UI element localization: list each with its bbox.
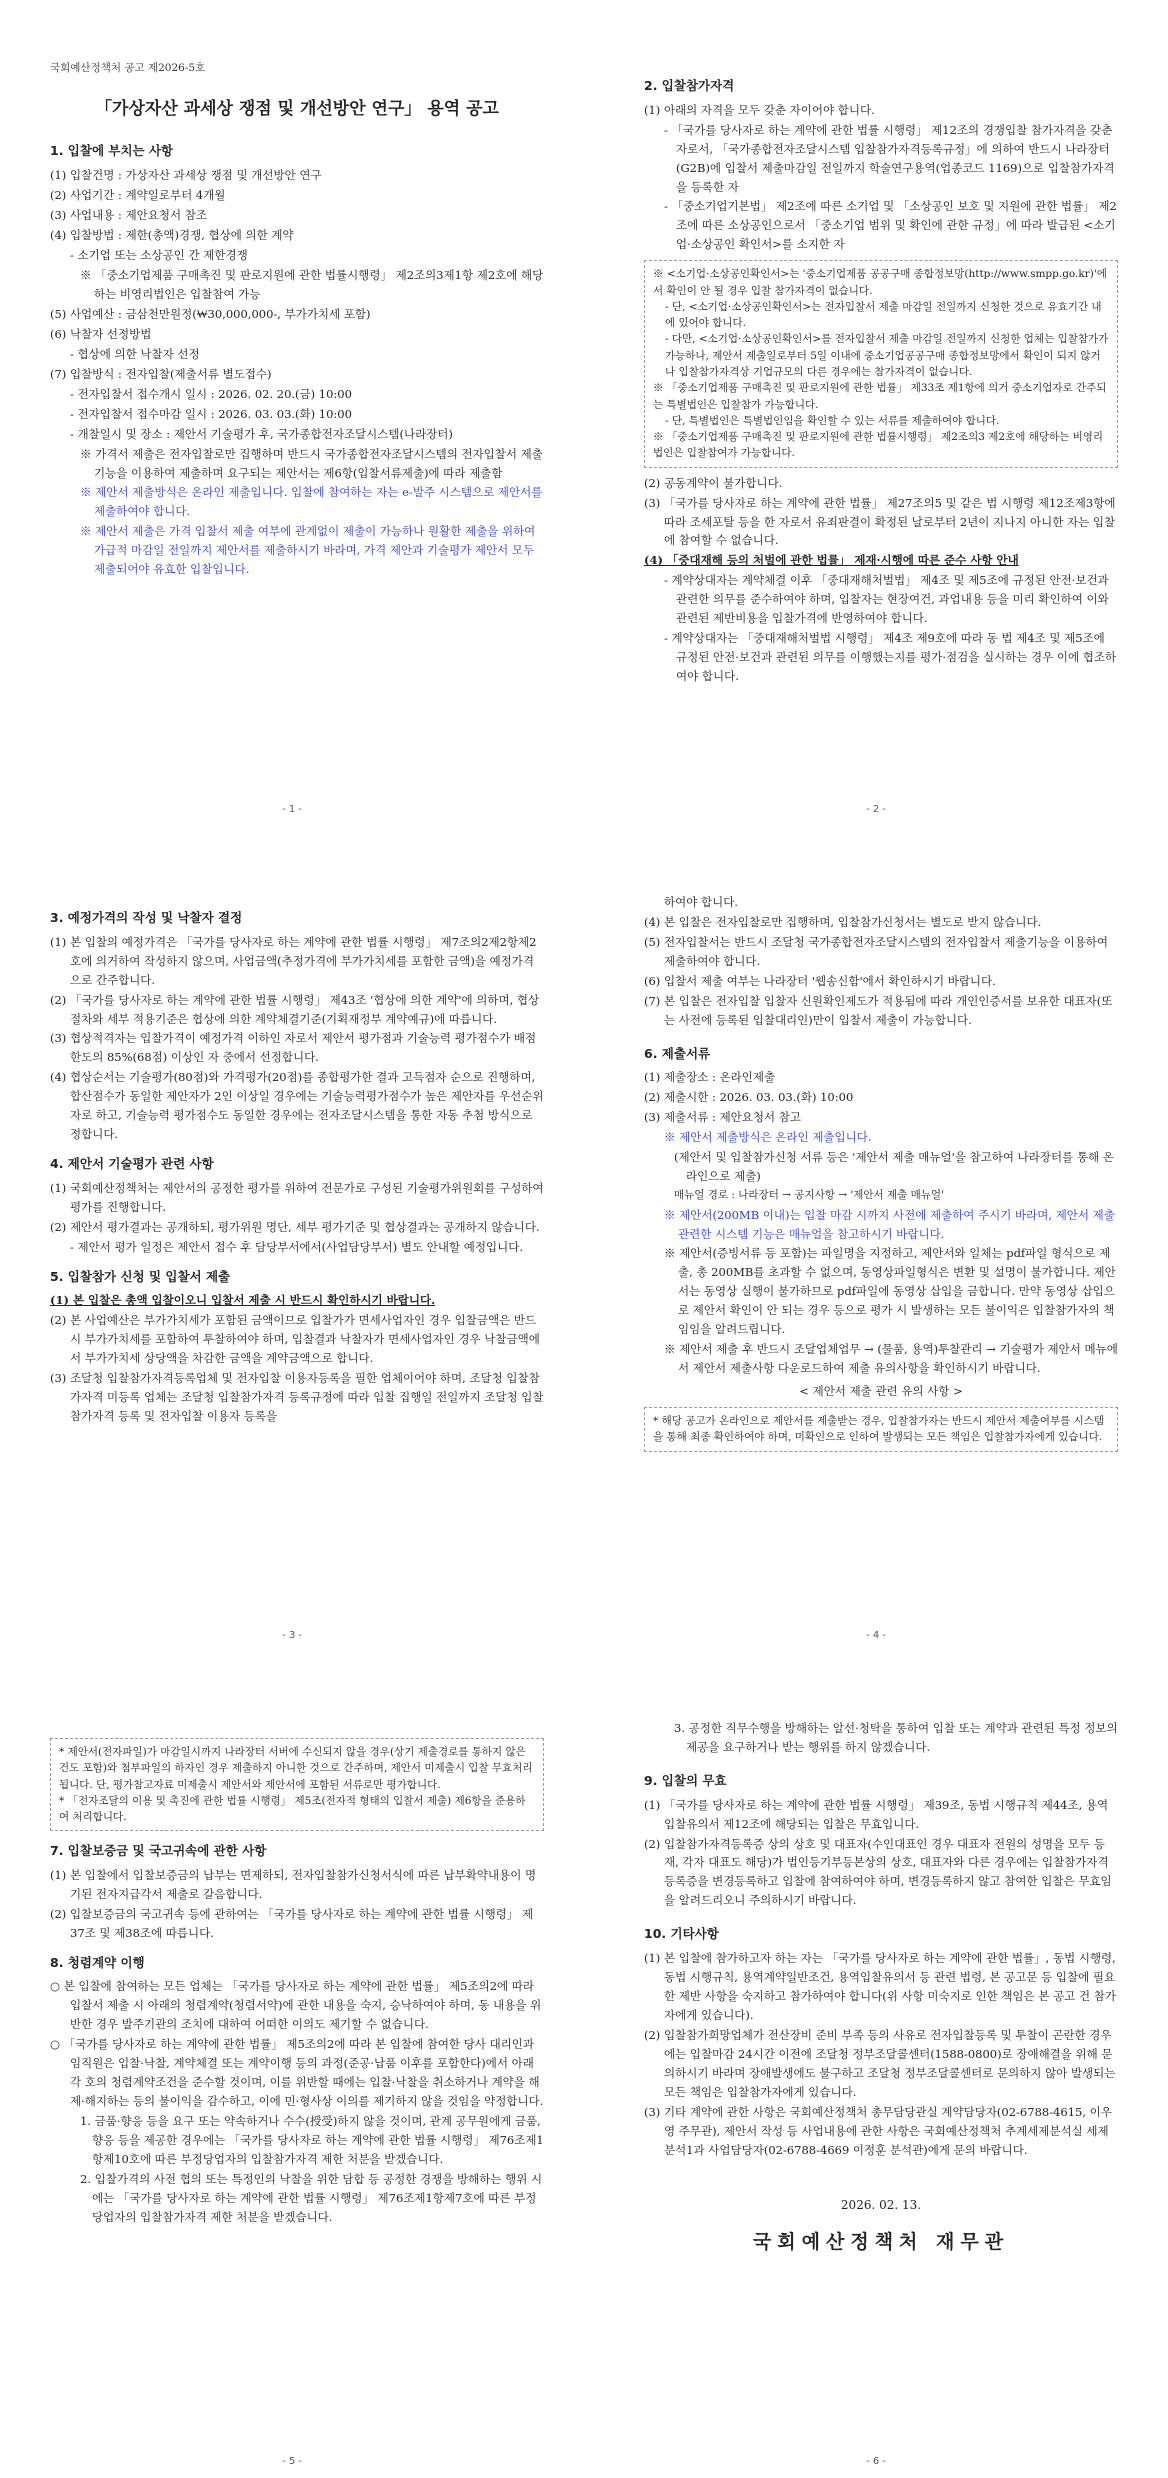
- box-line: ※ <소기업·소상공인확인서>는 '중소기업제품 공공구매 종합정보망(http://www.smpp.go.kr)'에서 확인이 안 될 경우 입찰 참가자격이 없습니다.: [653, 268, 1107, 297]
- list-item: ○ 「국가를 당사자로 하는 계약에 관한 법률」 제5조의2에 따라 본 입찰에 참여한 당사 대리인과 임직원은 입찰·낙찰, 계약체결 또는 계약이행 등의 과정(준공·납품 이후를 포함한다)에서 아래 각 호의 청렴계약조건을 준수할 것이며, 이를 위반할 때에는 입찰·낙찰을 취소하거나 계약을 해제·해지하는 등의 불이익을 감수하고, 이에 민·형사상 이의를 제기하지 않을 것임을 약정합니다.: [50, 2037, 544, 2109]
- list-item: - 전자입찰서 접수마감 일시 : 2026. 03. 03.(화) 10:00: [70, 406, 352, 421]
- list-item: (3) 제출서류 : 제안요청서 참고: [644, 1110, 801, 1125]
- page-4: [584, 826, 1168, 1652]
- list-item: (3) 사업내용 : 제안요청서 참조: [50, 207, 207, 222]
- list-item: 2. 입찰가격의 사전 협의 또는 특정인의 낙찰을 위한 담합 등 공정한 경쟁을 방해하는 행위 시에는 「국가를 당사자로 하는 계약에 관한 법률 시행령」 제76조제1항제7호에 따른 부정당업자의 입찰참가자격 제한 처분을 받겠습니다.: [80, 2172, 543, 2225]
- list-item: (2) 입찰참가희망업체가 전산장비 준비 부족 등의 사유로 전자입찰등록 및 투찰이 곤란한 경우에는 입찰마감 24시간 이전에 조달청 정부조달콜센터(1588-0800)로 장애해결을 위해 문의하시기 바라며 장애발생에도 불구하고 조달청 정부조달콜센터로 문의하지 않아 발생되는 모든 책임은 입찰참가자에게 있습니다.: [644, 2027, 1116, 2099]
- page-1: [0, 0, 584, 826]
- notice-box: [644, 260, 1118, 467]
- page-number: - 3 -: [282, 1629, 302, 1641]
- section-8-heading: 8. 청렴계약 이행: [50, 1954, 145, 1970]
- section-2-heading: 2. 입찰참가자격: [644, 78, 735, 93]
- list-item: - 계약상대자는 계약체결 이후 「중대재해처벌법」 제4조 및 제5조에 규정된 안전·보건과 관련한 의무를 준수하여야 하며, 입찰자는 현장여건, 과업내용 등을 미리 확인하여 이와 관련된 제반비용을 입찰가격에 반영하여야 합니다.: [664, 573, 1109, 626]
- section-6-heading: 6. 제출서류: [644, 1045, 711, 1061]
- page-3: [0, 826, 584, 1652]
- list-item: (2) 「국가를 당사자로 하는 계약에 관한 법률 시행령」 제43조 '협상에 의한 계약'에 의하며, 협상절차와 세부 적용기준은 협상에 의한 계약체결기준(기획재정부 계약예규)에 따릅니다.: [50, 992, 540, 1026]
- notice-box: [50, 1738, 544, 1831]
- list-item: - 소기업 또는 소상공인 간 제한경쟁: [70, 247, 248, 262]
- list-item: - 개찰일시 및 장소 : 제안서 기술평가 후, 국가종합전자조달시스템(나라장터): [70, 426, 453, 441]
- list-item: - 「국가를 당사자로 하는 계약에 관한 법률 시행령」 제12조의 경쟁입찰 참가자격을 갖춘 자로서, 「국가종합전자조달시스템 입찰참가자격등록규정」에 의하여 반드시 나라장터(G2B)에 입찰서 제출마감일 전일까지 학술연구용역(업종코드 1169)으로 입찰참가자격을 등록한 자: [664, 122, 1115, 194]
- list-item: (2) 입찰참가자격등록증 상의 상호 및 대표자(수인대표인 경우 대표자 전원의 성명을 모두 등재, 각자 대표도 해당)가 법인등기부등본상의 상호, 대표자와 다른 경우에는 입찰참가자격등록증을 변경등록하고 입찰에 참여하여야 하며, 변경등록하지 않고 참여한 입찰은 무효임을 알려드리오니 주의하시기 바랍니다.: [644, 1836, 1112, 1908]
- list-item: - 전자입찰서 접수개시 일시 : 2026. 02. 20.(금) 10:00: [70, 386, 352, 401]
- list-item: (1) 입찰건명 : 가상자산 과세상 쟁점 및 개선방안 연구: [50, 167, 322, 182]
- box-line: * 제안서(전자파일)가 마감일시까지 나라장터 서버에 수신되지 않을 경우(상기 제출경로를 통하지 않은 건도 포함)와 첨부파일의 하자인 경우 제출하지 아니한 것으로 간주하며, 제안서 미제출시 입찰 무효처리 됩니다. 단, 평가참고자료 미제출시 제안서와 제안서에 포함된 서류로만 평가합니다.: [59, 1746, 533, 1791]
- page-number: - 1 -: [282, 803, 302, 815]
- list-item: (4) 입찰방법 : 제한(총액)경쟁, 협상에 의한 계약: [50, 227, 294, 242]
- box-line: ※ 「중소기업제품 구매촉진 및 판로지원에 관한 법률시행령」 제2조의3 제2호에 해당하는 비영리법인은 입찰참여가 가능합니다.: [653, 431, 1104, 460]
- list-item: (5) 사업예산 : 금삼천만원정(₩30,000,000-, 부가가치세 포함): [50, 306, 371, 321]
- note: 매뉴얼 경로 : 나라장터 → 공지사항 → '제안서 제출 매뉴얼': [674, 1189, 944, 1202]
- note: ※ 제안서(증빙서류 등 포함)는 파일명을 지정하고, 제안서와 일체는 pdf파일 형식으로 제출, 총 200MB를 초과할 수 없으며, 동영상파일형식은 변환 및 설명이 불가합니다. 제안서는 동영상 실행이 불가하므로 pdf파일에 동영상 삽입을 금합니다. 만약 동영상 삽입으로 제안서 확인이 안 되는 경우 등으로 평가 시 발생하는 모든 불이익은 입찰참가자의 책임임을 알려드립니다.: [664, 1246, 1116, 1337]
- list-item: (1) 본 입찰의 예정가격은 「국가를 당사자로 하는 계약에 관한 법률 시행령」 제7조의2제2항제2호에 의거하여 작성하지 않으며, 사업금액(추정가격에 부가가치세를 포함한 금액)을 예정가격으로 간주합니다.: [50, 934, 537, 987]
- page-5: [0, 1652, 584, 2478]
- section-4-heading: 4. 제안서 기술평가 관련 사항: [50, 1156, 214, 1172]
- list-item: (1) 본 입찰에 참가하고자 하는 자는 「국가를 당사자로 하는 계약에 관한 법률」, 동법 시행령, 동법 시행규칙, 용역계약일반조건, 용역입찰유의서 등 관련 법령, 본 공고문 등 입찰에 필요한 제반 사항을 숙지하고 참가하여야 합니다(위 사항 미숙지로 인한 책임은 본 공고 건 참가자에게 있습니다).: [644, 1951, 1116, 2022]
- list-item: 1. 금품·향응 등을 요구 또는 약속하거나 수수(授受)하지 않을 것이며, 관계 공무원에게 금품, 향응 등을 제공한 경우에는 「국가를 당사자로 하는 계약에 관한 법률 시행령」 제76조제1항제10호에 따른 부정당업자의 입찰참가자격 제한 처분을 받겠습니다.: [80, 2114, 544, 2167]
- list-item: (3) 「국가를 당사자로 하는 계약에 관한 법률」 제27조의5 및 같은 법 시행령 제12조제3항에 따라 조세포탈 등을 한 자로서 유죄판결이 확정된 날로부터 2년이 지나지 아니한 자는 입찰에 참여할 수 없습니다.: [644, 495, 1116, 548]
- page-number: - 5 -: [282, 2455, 302, 2467]
- list-item: (7) 본 입찰은 전자입찰 입찰자 신원확인제도가 적용됨에 따라 개인인증서를 보유한 대표자(또는 사전에 등록된 입찰대리인)만이 입찰서 제출이 가능합니다.: [644, 993, 1113, 1027]
- list-item: (5) 전자입찰서는 반드시 조달청 국가종합전자조달시스템의 전자입찰서 제출기능을 이용하여 제출하여야 합니다.: [644, 934, 1109, 968]
- page-6: [584, 1652, 1168, 2478]
- list-item: (6) 입찰서 제출 여부는 나라장터 '웹송신함'에서 확인하시기 바랍니다.: [644, 973, 996, 988]
- section-9-heading: 9. 입찰의 무효: [644, 1772, 727, 1788]
- section-7-heading: 7. 입찰보증금 및 국고귀속에 관한 사항: [50, 1843, 267, 1859]
- note: ※ 제안서 제출방식은 온라인 제출입니다. 입찰에 참여하는 자는 e-발주 시스템으로 제안서를 제출하여야 합니다.: [80, 485, 543, 519]
- note: ※ 가격서 제출은 전자입찰로만 집행하며 반드시 국가종합전자조달시스템의 전자입찰서 제출 기능을 이용하여 제출하며 요구되는 제안서는 제6항(입찰서류제출)에 따라 제출함: [80, 446, 543, 480]
- list-item: (4) 「중대재해 등의 처벌에 관한 법률」 제재·시행에 따른 준수 사항 안내: [644, 553, 1019, 568]
- list-item: (2) 공동계약이 불가합니다.: [644, 475, 783, 490]
- list-item: ○ 본 입찰에 참여하는 모든 업체는 「국가를 당사자로 하는 계약에 관한 법률」 제5조의2에 따라 입찰서 제출 시 아래의 청렴계약(청렴서약)에 관한 내용을 숙지, 승낙하여야 하며, 동 내용을 위반한 경우 발주기관의 조치에 대하여 어떠한 이의도 제기할 수 없습니다.: [50, 1979, 542, 2032]
- note: ※ 제안서 제출 후 반드시 조달업체업무 → (물품, 용역)투찰관리 → 기술평가 제안서 메뉴에서 제안서 제출사항 다운로드하여 제출 유의사항을 확인하시기 바랍니다.: [664, 1342, 1118, 1376]
- box-caption: < 제안서 제출 관련 유의 사항 >: [799, 1384, 963, 1399]
- list-item: (1) 제출장소 : 온라인제출: [644, 1070, 776, 1085]
- list-item: (3) 협상적격자는 입찰가격이 예정가격 이하인 자로서 제안서 평가점과 기술능력 평가점수가 배점한도의 85%(68점) 이상인 자 중에서 선정합니다.: [50, 1031, 537, 1065]
- section-5-heading: 5. 입찰참가 신청 및 입찰서 제출: [50, 1268, 231, 1284]
- list-item: - 제안서 평가 일정은 제안서 접수 후 담당부서에서(사업담당부서) 별도 안내할 예정입니다.: [70, 1239, 523, 1254]
- section-3-heading: 3. 예정가격의 작성 및 낙찰자 결정: [50, 910, 243, 925]
- notice-number: 국회예산정책처 공고 제2026-5호: [50, 62, 206, 74]
- page-number: - 2 -: [866, 803, 886, 815]
- box-line: - 단, <소기업·소상공인확인서>는 전자입찰서 제출 마감일 전일까지 신청한 것으로 유효기간 내에 있어야 합니다.: [665, 300, 1102, 330]
- list-item: (7) 입찰방식 : 전자입찰(제출서류 별도접수): [50, 366, 272, 381]
- list-item: (1) 본 입찰은 총액 입찰이오니 입찰서 제출 시 반드시 확인하시기 바랍니다.: [50, 1293, 436, 1308]
- list-item: - 「중소기업기본법」 제2조에 따른 소기업 및 「소상공인 보호 및 지원에 관한 법률」 제2조에 따른 소상공인으로서 「중소기업 범위 및 확인에 관한 규정」에 따라 발급된 <소기업·소상공인 확인서>를 소지한 자: [664, 199, 1117, 252]
- page-title: 「가상자산 과세상 쟁점 및 개선방안 연구」 용역 공고: [95, 99, 499, 120]
- box-line: - 다만, <소기업·소상공인확인서>를 전자입찰서 제출 마감일 전일까지 신청한 업체는 입찰참가가 가능하나, 제안서 제출일로부터 5일 이내에 중소기업공공구매 종합정보망에서 확인이 되지 않거나 입찰참가자격상 기업규모의 다른 경우에는 참가자격이 없습니다.: [665, 333, 1109, 378]
- note: ※ 「중소기업제품 구매촉진 및 판로지원에 관한 법률시행령」 제2조의3제1항 제2호에 해당하는 비영리법인은 입찰참여 가능: [80, 267, 544, 301]
- list-item: (1) 아래의 자격을 모두 갖춘 자이어야 합니다.: [644, 102, 875, 117]
- list-item: (2) 제안서 평가결과는 공개하되, 평가위원 명단, 세부 평가기준 및 협상결과는 공개하지 않습니다.: [50, 1219, 540, 1234]
- box-line: - 단, 특별법인은 특별법인임을 확인할 수 있는 서류를 제출하여야 합니다.: [665, 414, 1000, 427]
- list-item: - 계약상대자는 「중대재해처벌법 시행령」 제4조 제9호에 따라 동 법 제4조 및 제5조에 규정된 안전·보건과 관련된 의무를 이행했는지를 평가·점검을 실시하는 경우 이에 협조하여야 합니다.: [664, 631, 1117, 684]
- list-item: (2) 본 사업예산은 부가가치세가 포함된 금액이므로 입찰가가 면세사업자인 경우 입찰금액은 반드시 부가가치세를 포함하여 투찰하여야 하며, 입찰결과 낙찰자가 면세사업자인 경우 낙찰금액에서 부가가치세 상당액을 차감한 금액을 계약금액으로 합니다.: [50, 1313, 540, 1366]
- list-item: 하여야 합니다.: [664, 895, 738, 909]
- box-line: * 「전자조달의 이용 및 촉진에 관한 법률 시행령」 제5조(전자적 형태의 입찰서 제출) 제6항을 준용하여 처리합니다.: [59, 1794, 526, 1824]
- list-item: (2) 입찰보증금의 국고귀속 등에 관하여는 「국가를 당사자로 하는 계약에 관한 법률 시행령」 제37조 및 제38조에 따릅니다.: [50, 1906, 534, 1940]
- notice-box: * 해당 공고가 온라인으로 제안서를 제출받는 경우, 입찰참가자는 반드시 제안서 제출여부를 시스템을 통해 최종 확인하여야 하며, 미확인으로 인하여 발생되는 모든 책임은 입찰참가자에게 있습니다.: [644, 1407, 1118, 1452]
- page-2: [584, 0, 1168, 826]
- announcement-date: 2026. 02. 13.: [840, 2197, 922, 2212]
- section-10-heading: 10. 기타사항: [644, 1926, 719, 1942]
- list-item: (3) 기타 계약에 관한 사항은 국회예산정책처 총무담당관실 계약담당자(02-6788-4615, 이우영 주무관), 제안서 작성 등 사업내용에 관한 사항은 국회예산정책처 추계세제분석실 세제분석1과 사업담당자(02-6788-4669 이정훈 분석관)에게 문의 바랍니다.: [644, 2104, 1112, 2157]
- list-item: (2) 제출시한 : 2026. 03. 03.(화) 10:00: [644, 1090, 854, 1105]
- page-number: - 4 -: [866, 1629, 886, 1641]
- page-number: - 6 -: [866, 2455, 886, 2467]
- list-item: (1) 본 입찰에서 입찰보증금의 납부는 면제하되, 전자입찰참가신청서식에 따른 납부확약내용이 명기된 전자지급각서 제출로 갈음합니다.: [50, 1867, 537, 1901]
- note: ※ 제안서 제출은 가격 입찰서 제출 여부에 관계없이 제출이 가능하나 원활한 제출을 위하여 가급적 마감일 전일까지 제안서를 제출하시기 바라며, 가격 제안과 기술평가 제안서 모두 제출되어야 유효한 입찰입니다.: [80, 524, 536, 577]
- list-item: (6) 낙찰자 선정방법: [50, 326, 152, 341]
- box-line: ※ 「중소기업제품 구매촉진 및 판로지원에 관한 법률」 제33조 제1항에 의거 중소기업자로 간주되는 특별법인은 입찰참가 가능합니다.: [653, 382, 1107, 411]
- list-item: (1) 「국가를 당사자로 하는 계약에 관한 법률 시행령」 제39조, 동법 시행규칙 제44조, 용역입찰유의서 제12조에 해당되는 입찰은 무효입니다.: [644, 1797, 1109, 1831]
- list-item: (4) 본 입찰은 전자입찰로만 집행하며, 입찰참가신청서는 별도로 받지 않습니다.: [644, 914, 1042, 929]
- list-item: 3. 공정한 직무수행을 방해하는 알선·청탁을 통하여 입찰 또는 계약과 관련된 특정 정보의 제공을 요구하거나 받는 행위를 하지 않겠습니다.: [674, 1721, 1118, 1754]
- issuer-signature: 국회예산정책처 재무관: [752, 2231, 1010, 2254]
- note: ※ 제안서(200MB 이내)는 입찰 마감 시까지 사전에 제출하여 주시기 바라며, 제안서 제출 관련한 시스템 기능은 매뉴얼을 참고하시기 바랍니다.: [664, 1207, 1115, 1241]
- section-1-heading: 1. 입찰에 부치는 사항: [50, 143, 174, 159]
- note: ※ 제안서 제출방식은 온라인 제출입니다.: [664, 1130, 872, 1145]
- note: (제안서 및 입찰참가신청 서류 등은 '제안서 제출 매뉴얼'을 참고하여 나라장터를 통해 온라인으로 제출): [674, 1150, 1114, 1184]
- list-item: - 협상에 의한 낙찰자 선정: [70, 346, 200, 361]
- list-item: (4) 협상순서는 기술평가(80점)와 가격평가(20점)를 종합평가한 결과 고득점자 순으로 진행하며, 합산점수가 동일한 제안자가 2인 이상일 경우에는 기술능력평가점수가 높은 제안자를 우선순위자로 하고, 기술능력 평가점수도 동일한 경우에는 전자조달시스템을 통한 자동 추첨 방식으로 정합니다.: [50, 1070, 544, 1142]
- list-item: (3) 조달청 입찰참가자격등록업체 및 전자입찰 이용자등록을 필한 업체이어야 하며, 조달청 입찰참가자격 미등록 업체는 조달청 입찰참가자격 등록규정에 따라 입찰 집행일 전일까지 조달청 입찰참가자격 등록 및 전자입찰 이용자 등록을: [50, 1371, 544, 1424]
- list-item: (1) 국회예산정책처는 제안서의 공정한 평가를 위하여 전문가로 구성된 기술평가위원회를 구성하여 평가를 진행합니다.: [50, 1180, 544, 1214]
- list-item: (2) 사업기간 : 계약일로부터 4개월: [50, 187, 226, 202]
